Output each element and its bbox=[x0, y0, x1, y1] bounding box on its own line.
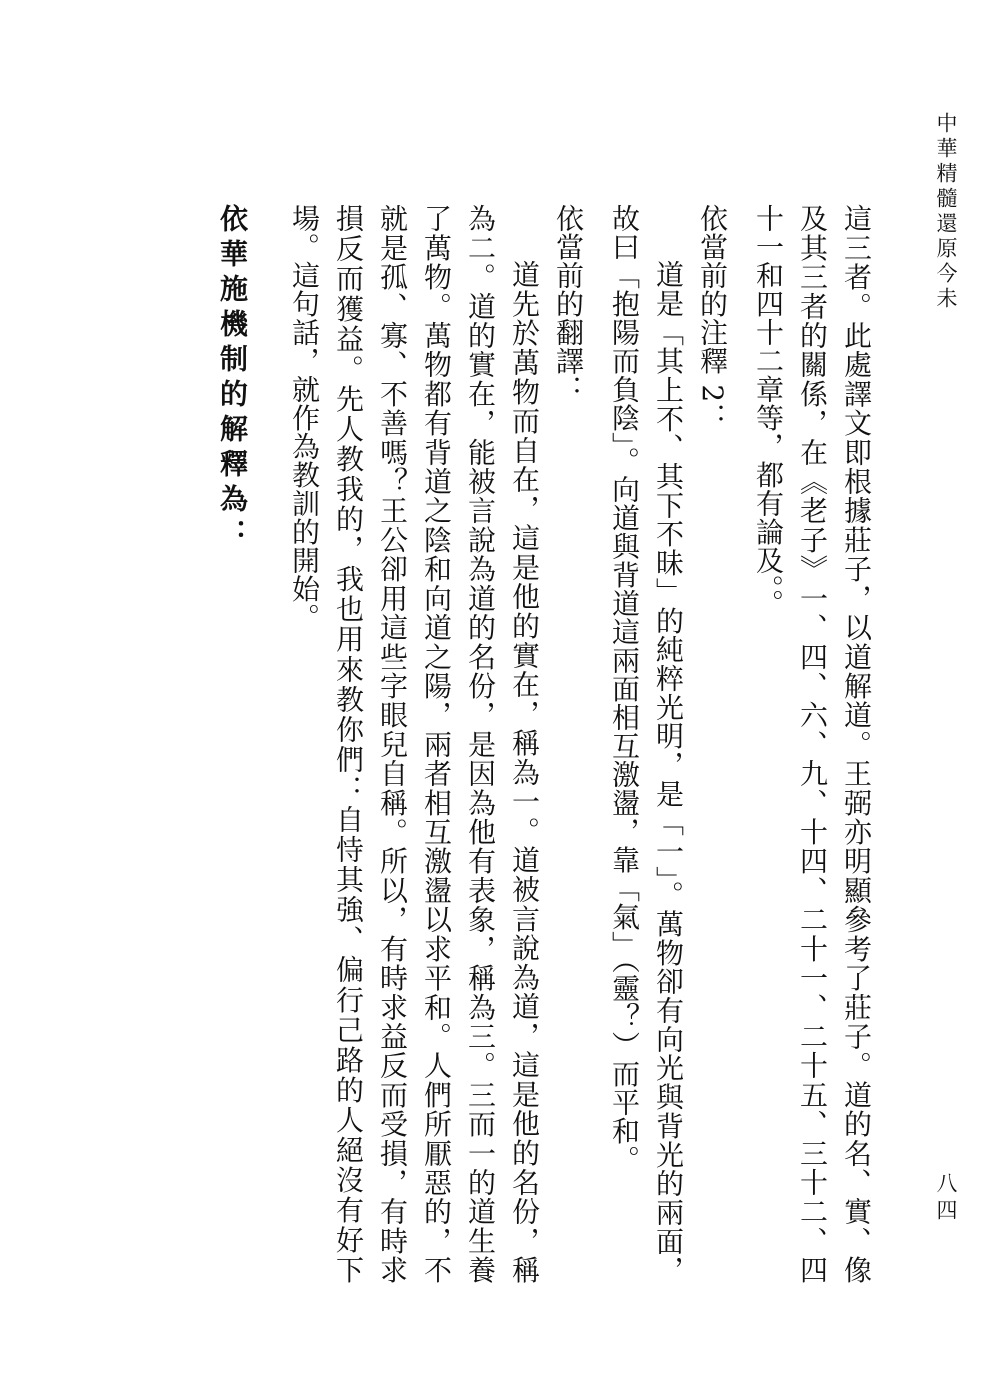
paragraph-annotation: 道是「其上不、其下不昧」的純粹光明，是「一」。萬物卻有向光與背光的兩面，故曰「抱陽而負陰」。向道與背道這兩面相互激盪，靠「氣」（靈？）而平和。 bbox=[608, 204, 685, 1284]
page-number: 八四 bbox=[934, 1172, 958, 1226]
section-heading-translation: 依當前的翻譯： bbox=[552, 204, 585, 404]
section-heading-annotation: 依當前的注釋 2： bbox=[696, 204, 729, 432]
section-heading-explanation: 依華施機制的解釋為： bbox=[216, 204, 249, 554]
paragraph-continuation: 這三者。此處譯文即根據莊子，以道解道。王弼亦明顯參考了莊子。道的名、實、像及其三者的關係，在《老子》一、四、六、九、十四、二十一、二十五、三十二、四十一和四十二章等，都有論及。。 bbox=[752, 204, 873, 1284]
text-body bbox=[78, 204, 878, 1284]
running-header: 中華精髓還原今未 bbox=[934, 112, 958, 312]
paragraph-translation: 道先於萬物而自在，這是他的實在，稱為一。道被言說為道，這是他的名份，稱為二。道的實在，能被言說為道的名份，是因為他有表象，稱為三。三而一的道生養了萬物。萬物都有背道之陰和向道之陽，兩者相互激盪以求平和。人們所厭惡的，不就是孤、寡、不善嗎？王公卻用這些字眼兒自稱。所以，有時求益反而受損，有時求損反而獲益。先人教我的，我也用來教你們：自恃其強、偏行己路的人絕沒有好下場。這句話，就作為教訓的開始。 bbox=[288, 204, 541, 1284]
